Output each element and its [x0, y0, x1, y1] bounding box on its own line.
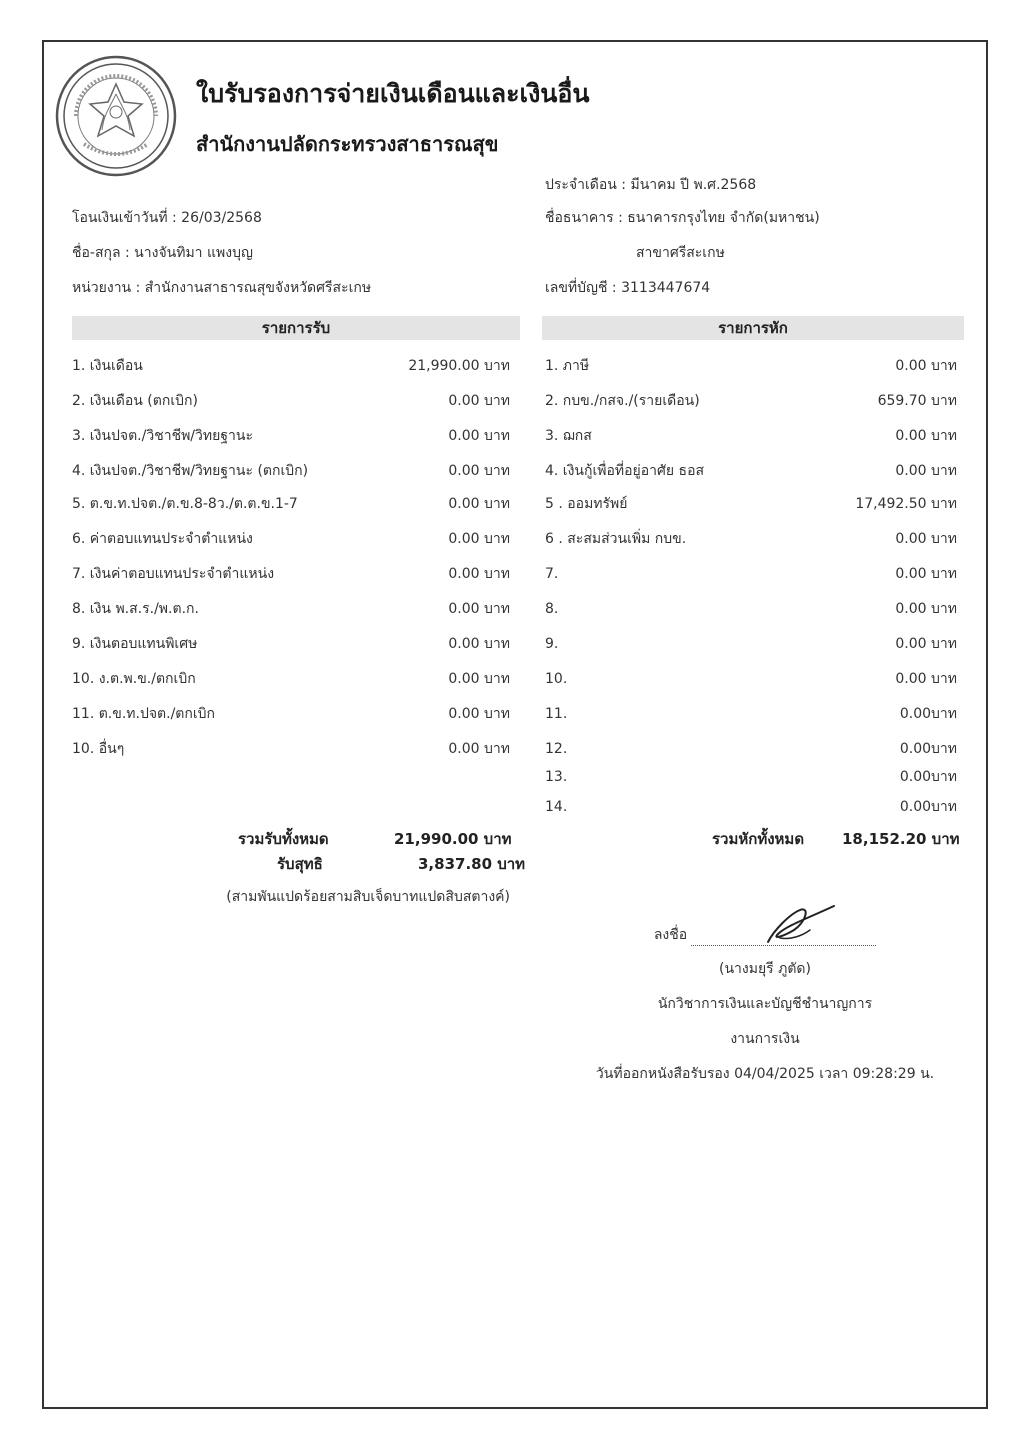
deduction-label: 1. ภาษี: [545, 358, 590, 374]
deduction-amount: 0.00 บาท: [895, 428, 957, 444]
income-row: [72, 703, 510, 725]
deduction-label: 8.: [545, 601, 559, 617]
income-row: [72, 528, 510, 550]
deduction-section-header: รายการหัก: [542, 316, 964, 340]
income-amount: 0.00 บาท: [448, 671, 510, 687]
deduction-label: 2. กบข./กสจ./(รายเดือน): [545, 393, 700, 409]
income-label: 10. ง.ต.พ.ข./ตกเบิก: [72, 671, 196, 687]
deduction-amount: 0.00 บาท: [895, 601, 957, 617]
issue-timestamp: วันที่ออกหนังสือรับรอง 04/04/2025 เวลา 09:28:29 น.: [595, 1066, 935, 1082]
income-amount: 0.00 บาท: [448, 428, 510, 444]
signer-department: งานการเงิน: [730, 1031, 800, 1047]
deduction-row: [545, 766, 957, 788]
deduction-label: 5 . ออมทรัพย์: [545, 496, 628, 512]
deduction-row: [545, 493, 957, 515]
deduction-amount: 0.00 บาท: [895, 636, 957, 652]
income-row: [72, 355, 510, 377]
income-amount: 0.00 บาท: [448, 531, 510, 547]
income-row: [72, 738, 510, 760]
net-income-in-words: (สามพันแปดร้อยสามสิบเจ็ดบาทแปดสิบสตางค์): [226, 889, 510, 905]
deduction-amount: 17,492.50 บาท: [855, 496, 957, 512]
income-label: 5. ต.ข.ท.ปจต./ต.ข.8-8ว./ต.ต.ข.1-7: [72, 496, 298, 512]
transfer-date: โอนเงินเข้าวันที่ : 26/03/2568: [72, 210, 262, 226]
income-amount: 0.00 บาท: [448, 706, 510, 722]
signer-position: นักวิชาการเงินและบัญชีชำนาญการ: [657, 996, 873, 1012]
deduction-row: [545, 528, 957, 550]
income-row: [72, 598, 510, 620]
income-amount: 0.00 บาท: [448, 741, 510, 757]
income-row: [72, 633, 510, 655]
income-label: 8. เงิน พ.ส.ร./พ.ต.ก.: [72, 601, 199, 617]
deduction-label: 9.: [545, 636, 559, 652]
income-label: 4. เงินปจต./วิชาชีพ/วิทยฐานะ (ตกเบิก): [72, 463, 309, 479]
deduction-row: [545, 703, 957, 725]
deduction-row: [545, 563, 957, 585]
deduction-label: 4. เงินกู้เพื่อที่อยู่อาศัย ธอส: [545, 463, 705, 479]
account-number: เลขที่บัญชี : 3113447674: [545, 280, 711, 296]
deduction-row: [545, 796, 957, 818]
ministry-seal-icon: [54, 54, 178, 178]
deduction-amount: 0.00 บาท: [895, 463, 957, 479]
income-row: [72, 563, 510, 585]
deduction-amount: 659.70 บาท: [877, 393, 957, 409]
income-amount: 0.00 บาท: [448, 463, 510, 479]
deduction-amount: 0.00บาท: [899, 769, 957, 785]
income-label: 3. เงินปจต./วิชาชีพ/วิทยฐานะ: [72, 428, 253, 444]
income-amount: 0.00 บาท: [448, 393, 510, 409]
bank-branch: สาขาศรีสะเกษ: [636, 245, 725, 261]
deduction-row: [545, 668, 957, 690]
income-row: [72, 425, 510, 447]
deduction-amount: 0.00 บาท: [895, 358, 957, 374]
employee-name: ชื่อ-สกุล : นางจันทิมา แพงบุญ: [72, 245, 253, 261]
sign-label: ลงชื่อ: [653, 927, 688, 943]
deduction-label: 3. ฌกส: [545, 428, 592, 444]
income-label: 1. เงินเดือน: [72, 358, 143, 374]
income-label: 2. เงินเดือน (ตกเบิก): [72, 393, 198, 409]
deduction-row: [545, 738, 957, 760]
deduction-total-value: 18,152.20 บาท: [842, 830, 960, 848]
office-name: สำนักงานปลัดกระทรวงสาธารณสุข: [196, 132, 499, 156]
income-row: [72, 493, 510, 515]
handwritten-signature-icon: [760, 900, 840, 950]
deduction-amount: 0.00 บาท: [895, 566, 957, 582]
income-section-header: รายการรับ: [72, 316, 520, 340]
net-income-value: 3,837.80 บาท: [418, 855, 526, 873]
net-income-label: รับสุทธิ: [277, 855, 323, 873]
deduction-amount: 0.00บาท: [899, 741, 957, 757]
deduction-label: 12.: [545, 741, 568, 757]
deduction-amount: 0.00บาท: [899, 799, 957, 815]
income-label: 10. อื่นๆ: [72, 741, 125, 757]
income-total-value: 21,990.00 บาท: [394, 830, 512, 848]
deduction-row: [545, 390, 957, 412]
income-row: [72, 668, 510, 690]
income-label: 9. เงินตอบแทนพิเศษ: [72, 636, 198, 652]
income-amount: 0.00 บาท: [448, 601, 510, 617]
deduction-label: 11.: [545, 706, 568, 722]
income-total-label: รวมรับทั้งหมด: [238, 830, 329, 848]
deduction-row: [545, 425, 957, 447]
income-amount: 0.00 บาท: [448, 636, 510, 652]
deduction-label: 14.: [545, 799, 568, 815]
income-label: 7. เงินค่าตอบแทนประจำตำแหน่ง: [72, 566, 275, 582]
income-label: 11. ต.ข.ท.ปจต./ตกเบิก: [72, 706, 216, 722]
income-row: [72, 460, 510, 482]
income-amount: 21,990.00 บาท: [408, 358, 510, 374]
deduction-label: 13.: [545, 769, 568, 785]
deduction-row: [545, 633, 957, 655]
income-label: 6. ค่าตอบแทนประจำตำแหน่ง: [72, 531, 253, 547]
document-title: ใบรับรองการจ่ายเงินเดือนและเงินอื่น: [196, 79, 590, 108]
work-unit: หน่วยงาน : สำนักงานสาธารณสุขจังหวัดศรีสะเกษ: [72, 280, 372, 296]
deduction-amount: 0.00บาท: [899, 706, 957, 722]
pay-month: ประจำเดือน : มีนาคม ปี พ.ศ.2568: [545, 177, 757, 193]
income-amount: 0.00 บาท: [448, 566, 510, 582]
signer-name: (นางมยุรี ภูตัด): [718, 961, 811, 977]
deduction-row: [545, 460, 957, 482]
deduction-label: 6 . สะสมส่วนเพิ่ม กบข.: [545, 531, 687, 547]
deduction-row: [545, 598, 957, 620]
bank-name: ชื่อธนาคาร : ธนาคารกรุงไทย จำกัด(มหาชน): [545, 210, 820, 226]
deduction-amount: 0.00 บาท: [895, 531, 957, 547]
income-amount: 0.00 บาท: [448, 496, 510, 512]
deduction-label: 10.: [545, 671, 568, 687]
deduction-amount: 0.00 บาท: [895, 671, 957, 687]
income-row: [72, 390, 510, 412]
deduction-row: [545, 355, 957, 377]
deduction-label: 7.: [545, 566, 559, 582]
deduction-total-label: รวมหักทั้งหมด: [712, 830, 805, 848]
